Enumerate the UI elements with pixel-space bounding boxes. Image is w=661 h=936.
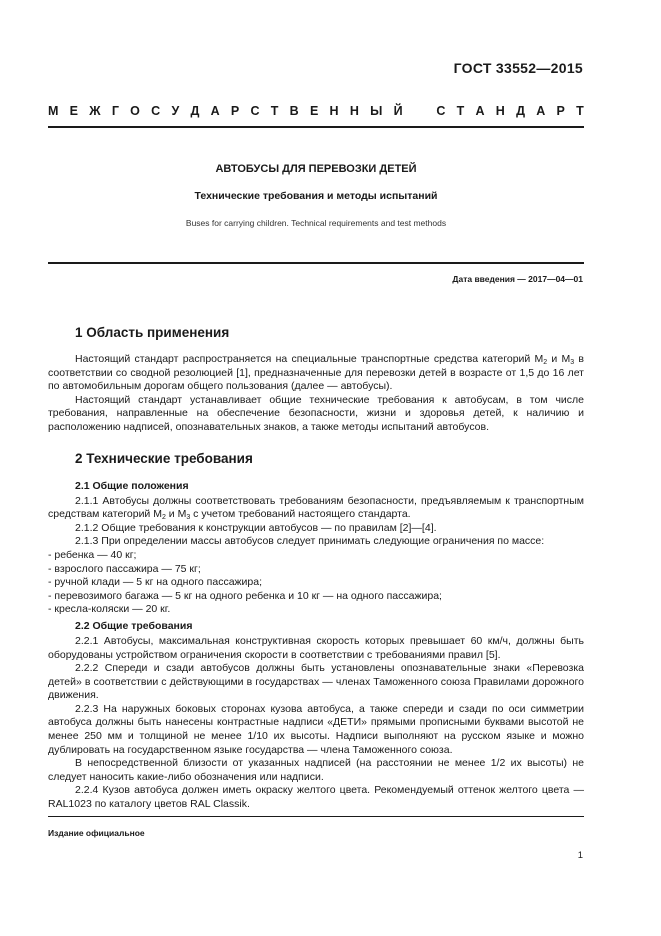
document-subtitle: Технические требования и методы испытаний — [194, 190, 438, 202]
heading-letter: Т — [270, 104, 279, 118]
section-heading-tech-requirements: 2 Технические требования — [75, 450, 253, 466]
subscript: 2 — [543, 359, 548, 366]
paragraph: 2.2.4 Кузов автобуса должен иметь окраску желтого цвета. Рекомендуемый оттенок желтого цвета — RAL1023 по каталогу цветов RAL Classik. — [48, 784, 584, 811]
heading-letter: Н — [349, 104, 359, 118]
list-item: - ребенка — 40 кг; — [48, 548, 137, 561]
text-span: и M — [165, 508, 187, 521]
paragraph — [48, 353, 584, 394]
paragraph: 2.2.2 Спереди и сзади автобусов должны быть установлены опознавательные знаки «Перевозка детей» в соответствии с действующими в государствах — членах Таможенного союза Правилами дорожного движения. — [48, 662, 584, 702]
subsection-heading: 2.1 Общие положения — [75, 479, 189, 492]
subscript: 3 — [570, 359, 575, 366]
heading-letter: Й — [393, 104, 403, 118]
heading-letter: В — [289, 104, 299, 118]
heading-letter: Р — [230, 104, 240, 118]
interstate-standard-heading — [48, 104, 584, 118]
heading-letter: А — [475, 104, 485, 118]
english-title: Buses for carrying children. Technical requirements and test methods — [185, 218, 447, 228]
paragraph — [48, 495, 584, 522]
heading-letter: Т — [456, 104, 465, 118]
footer-rule — [48, 816, 584, 817]
text-span: с учетом требований настоящего стандарта. — [190, 508, 411, 521]
text-span: и M — [547, 353, 571, 365]
list-item: - перевозимого багажа — 5 кг на одного ребенка и 10 кг — на одного пассажира; — [48, 589, 442, 602]
paragraph: 2.2.3 На наружных боковых сторонах кузова автобуса, а также спереди и сзади по оси симметрии автобуса должны быть нанесены контрастные надписи «ДЕТИ» прямыми прописными буквами высотой не менее 250 мм и толщиной не менее 1/10 их высоты. Надписи выполняют на русском языке и можно дублировать на государственном языке государства — члена Таможенного союза. — [48, 702, 584, 756]
mass-limits-list — [48, 549, 584, 617]
paragraph: Настоящий стандарт устанавливает общие технические требования к автобусам, в том числе требования, направленные на обеспечение безопасности, жизни и здоровья детей, к наличию и расположению надписей, опознавательных знаков, а также методы испытаний автобусов. — [48, 393, 584, 433]
heading-letter: Ж — [89, 104, 101, 118]
heading-letter: С — [436, 104, 446, 118]
paragraph: 2.1.2 Общие требования к конструкции автобусов — по правилам [2]—[4]. — [75, 521, 437, 534]
heading-letter: Д — [516, 104, 525, 118]
heading-letter: Е — [309, 104, 319, 118]
heading-letter: О — [130, 104, 140, 118]
heading-letter: Н — [495, 104, 505, 118]
text-span: 2.1.1 Автобусы должны соответствовать требованиям безопасности, предъявляемым к транспортным средствам категорий M — [48, 494, 584, 521]
title-rule — [48, 262, 584, 264]
header-rule — [48, 126, 584, 128]
document-title: АВТОБУСЫ ДЛЯ ПЕРЕВОЗКИ ДЕТЕЙ — [215, 163, 417, 175]
heading-letter: С — [151, 104, 161, 118]
heading-letter: У — [171, 104, 180, 118]
heading-letter: Н — [329, 104, 339, 118]
heading-letter: Г — [111, 104, 119, 118]
list-item: - ручной клади — 5 кг на одного пассажира; — [48, 576, 263, 589]
official-edition-note: Издание официальное — [48, 828, 145, 838]
heading-letter: М — [48, 104, 59, 118]
heading-letter: Ы — [370, 104, 383, 118]
heading-letter: Д — [190, 104, 200, 118]
heading-letter: А — [536, 104, 546, 118]
list-item: - кресла-коляски — 20 кг. — [48, 603, 171, 616]
text-span: в соответствии со сводной резолюцией [1], предназначенные для перевозки детей в возрасте от 1,5 до 16 лет по автомобильным дорогам общего пользования (далее — автобусы). — [48, 353, 584, 393]
document-body — [48, 323, 584, 812]
page-number: 1 — [577, 850, 583, 861]
heading-letter: С — [250, 104, 260, 118]
paragraph: В непосредственной близости от указанных надписей (на расстоянии не менее 1/2 их высоты) не следует наносить какие-либо обозначения или надписи. — [48, 757, 584, 783]
heading-letter: А — [210, 104, 220, 118]
paragraph: 2.2.1 Автобусы, максимальная конструктивная скорость которых превышает 60 км/ч, должны быть оборудованы устройством ограничения скорости в соответствии с требованиями правил [5]. — [48, 634, 584, 661]
introduction-date: Дата введения — 2017—04—01 — [452, 274, 583, 284]
text-span: Настоящий стандарт распространяется на специальные транспортные средства категорий M — [75, 353, 544, 365]
subsection-heading: 2.2 Общие требования — [75, 619, 193, 632]
list-item: - взрослого пассажира — 75 кг; — [48, 562, 201, 575]
gost-code: ГОСТ 33552—2015 — [453, 60, 583, 76]
heading-letter: Е — [69, 104, 79, 118]
heading-letter: Т — [576, 104, 584, 118]
heading-letter: Р — [556, 104, 565, 118]
subscript: 3 — [186, 514, 191, 522]
section-heading-scope: 1 Область применения — [75, 325, 230, 340]
paragraph: 2.1.3 При определении массы автобусов следует принимать следующие ограничения по массе: — [75, 535, 545, 548]
subscript: 2 — [161, 514, 166, 522]
